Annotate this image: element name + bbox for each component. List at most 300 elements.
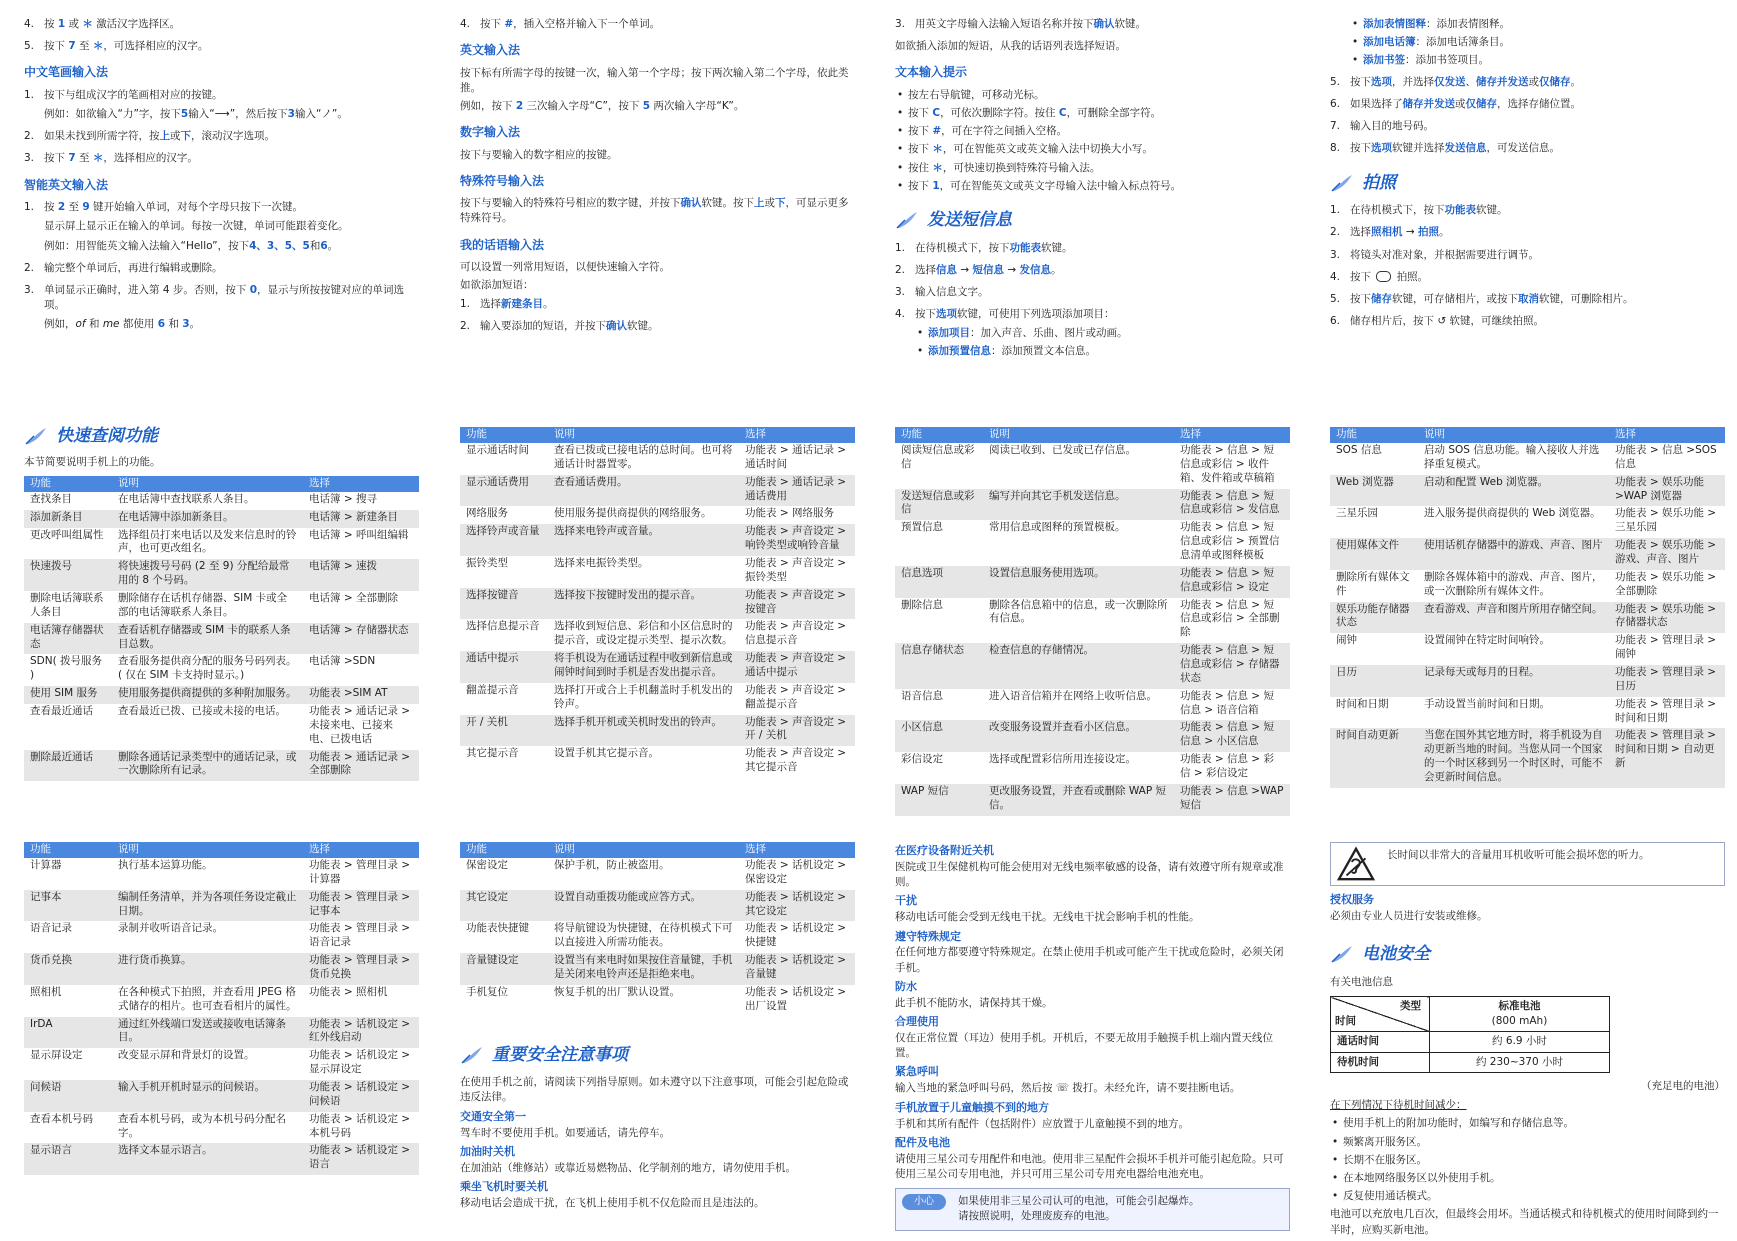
table-row	[24, 686, 419, 704]
table-row	[895, 689, 1290, 721]
col4-mid	[1330, 427, 1725, 788]
table-row	[460, 921, 855, 953]
column-header: 选择	[739, 427, 855, 443]
safety-intro: 在使用手机之前，请阅读下列指导原则。如未遵守以下注意事项，可能会引起危险或违反法律。	[460, 1076, 849, 1104]
table-cell: 查看最近通话	[30, 705, 93, 718]
table-cell: 翻盖提示音	[466, 683, 519, 696]
table-row	[1330, 443, 1725, 475]
table-cell: 选择收到短信息、彩信和小区信息时的提示音，或设定提示类型、提示次数。	[554, 620, 733, 647]
table-cell: 启动和配置 Web 浏览器。	[1418, 475, 1609, 507]
table-cell: 电话簿 > 呼叫组编辑	[309, 528, 409, 541]
table-cell: 执行基本运算功能。	[118, 859, 213, 871]
table-cell: 功能表 > 信息 > 彩信 > 彩信设定	[1180, 753, 1274, 780]
phrase-desc: 可以设置一列常用短语，以便快速输入字符。	[460, 261, 670, 274]
table-cell: 改变服务设置并查看小区信息。	[983, 720, 1174, 752]
tip-3: • 按下 #，可在字符之间插入空格。	[895, 124, 1290, 139]
table-cell: 电话簿 > 全部删除	[309, 592, 398, 605]
feather-icon	[460, 1045, 484, 1065]
table-cell: 功能表 > 声音设定 > 通话中提示	[739, 651, 855, 683]
table-cell: 通过红外线端口发送或接收电话簿条目。	[112, 1017, 303, 1049]
table-row	[24, 1112, 419, 1144]
table-cell: 网络服务	[466, 507, 508, 520]
reduce-item: • 频繁离开服务区。	[1330, 1135, 1725, 1150]
table-row	[1330, 506, 1725, 538]
table-cell: 时间自动更新	[1330, 728, 1418, 787]
table-cell: 功能表 > 管理目录 > 计算器	[309, 859, 411, 885]
table-cell: 彩信设定	[901, 753, 943, 766]
table-cell: 语音信息	[901, 689, 943, 702]
table-row	[1330, 665, 1725, 697]
table-cell: 显示语言	[24, 1143, 112, 1175]
table-row	[1330, 633, 1725, 665]
table-cell: 手动设置当前时间和日期。	[1424, 697, 1550, 710]
table-cell: 音量键设定	[460, 953, 548, 985]
stroke-step-2: 2. 如果未找到所需字符，按上或下，滚动汉字选项。	[24, 130, 275, 143]
table-cell: 查看游戏、声音和图片所用存储空间。	[1418, 602, 1609, 634]
table-row	[460, 556, 855, 588]
caution-note: 小心 如果使用非三星公司认可的电池，可能会引起爆炸。 请按照说明，处理废废弃的电池。	[895, 1188, 1290, 1230]
table-cell: 删除电话簿联系人条目	[30, 592, 104, 618]
tip-2: • 按下 C，可依次删除字符。按住 C，可删除全部字符。	[895, 106, 1290, 121]
table-cell: 功能表 > 话机设定 > 本机号码	[309, 1112, 411, 1139]
col2-top	[460, 17, 855, 341]
table-cell: 闹钟	[1336, 634, 1357, 647]
cam-step-5: 5. 按下储存软键，可存储相片，或按下取消软键，可删除相片。	[1330, 293, 1634, 306]
table-cell: 检查信息的存储情况。	[983, 643, 1174, 689]
table-row	[24, 654, 419, 686]
table-row	[1330, 728, 1725, 787]
reduce-item: • 反复使用通话模式。	[1330, 1189, 1725, 1204]
table-cell: 功能表 > 信息 > 短信息 > 语音信箱	[1180, 689, 1274, 716]
cam-step-1: 1. 在待机模式下，按下功能表软键。	[1330, 204, 1508, 217]
table-cell: 编写并向其它手机发送信息。	[983, 489, 1174, 521]
heading-english-input: 英文输入法	[460, 43, 521, 58]
table-header	[1330, 427, 1725, 443]
safety-text: 移动电话可能会受到无线电干扰。无线电干扰会影响手机的性能。	[895, 911, 1200, 924]
column-header: 功能	[895, 427, 983, 443]
table-cell: 货币兑换	[24, 953, 112, 985]
battery-info: 有关电池信息	[1330, 975, 1393, 988]
table-row	[460, 443, 855, 475]
table-cell: 发送短信息或彩信	[895, 489, 983, 521]
table-cell: 功能表 > 信息 > 短信息或彩信 > 全部删除	[1180, 598, 1280, 639]
safety-heading: 在医疗设备附近关机	[895, 844, 994, 857]
column-header: 说明	[983, 427, 1174, 443]
battery-final: 电池可以充放电几百次，但最终会用坏。当通话模式和待机模式的使用时间降到约一半时，应购买新电池。	[1330, 1208, 1719, 1236]
table-row	[895, 720, 1290, 752]
back-key-icon: ↺	[1437, 315, 1447, 328]
table-cell: 功能表 > 声音设定 > 响铃类型或响铃音量	[739, 524, 855, 556]
table-row	[1330, 570, 1725, 602]
table-cell: 功能表 > 信息 > 短信息或彩信 > 设定	[1174, 566, 1290, 598]
table-cell: 输入手机开机时显示的问候语。	[112, 1080, 303, 1112]
table-cell: 娱乐功能存储器状态	[1330, 602, 1418, 634]
table-cell: 功能表 > 声音设定 > 其它提示音	[745, 747, 847, 774]
table-row	[895, 643, 1290, 689]
table-cell: 删除所有媒体文件	[1336, 570, 1410, 597]
section-title: 快速查阅功能	[56, 426, 158, 446]
tip-6: • 按下 1，可在智能英文或英文字母输入法中输入标点符号。	[895, 179, 1290, 194]
table-row	[24, 559, 419, 591]
table-cell: 功能表 > 管理目录 > 记事本	[303, 890, 419, 922]
table-cell: 功能表 > 信息 > 短信息或彩信 > 预置信息清单或图释模板	[1180, 521, 1280, 562]
table-cell: 电话簿 > 搜寻	[309, 492, 377, 505]
column-header: 选择	[303, 476, 419, 492]
column-header: 说明	[1418, 427, 1609, 443]
table-row	[24, 890, 419, 922]
col3-bot	[895, 840, 1290, 1231]
table-cell: 选择信息提示音	[466, 620, 540, 633]
table-cell: 功能表 > 话机设定 > 显示屏设定	[309, 1049, 411, 1076]
table-cell: 功能表 > 娱乐功能 > 存储器状态	[1609, 602, 1725, 634]
table-cell: 手机复位	[466, 985, 508, 998]
table-cell: 功能表 > 话机设定 > 其它设定	[739, 890, 855, 922]
warning-ear-icon	[1337, 846, 1375, 882]
table-cell: 当您在国外其它地方时，将手机设为自动更新当地的时间。当您从同一个国家的一个时区移到另一个时区时，可能不会更新时间信息。	[1418, 728, 1609, 787]
safety-heading: 乘坐飞机时要关机	[460, 1179, 548, 1193]
col3-top	[895, 17, 1290, 366]
table-row	[460, 985, 855, 1017]
table-cell: 功能表 > 话机设定 > 出厂设置	[745, 985, 847, 1012]
column-header: 说明	[548, 427, 739, 443]
table-cell: 功能表 > 信息 > 短信息或彩信 > 收件箱、发件箱或草稿箱	[1180, 444, 1275, 484]
table-row	[895, 566, 1290, 598]
column-header: 选择	[739, 842, 855, 858]
number-desc: 按下与要输入的数字相应的按键。	[460, 148, 618, 161]
column-header: 选择	[1609, 427, 1725, 443]
table-cell: 电话簿 > 速拨	[303, 559, 419, 591]
cam-step-4: 4. 按下 拍照。	[1330, 270, 1429, 283]
column-header: 说明	[548, 842, 739, 858]
table-cell: 阅读短信息或彩信	[901, 444, 975, 470]
section-battery	[1330, 942, 1725, 967]
table-cell: 选择组员打来电话以及发来信息时的铃声，也可更改组名。	[118, 528, 297, 555]
table-cell: 在各种模式下拍照，并查看用 JPEG 格式储存的相片。也可查看相片的属性。	[118, 985, 297, 1012]
section-safety	[460, 1043, 855, 1068]
table-cell: 功能表 > 管理目录 > 语音记录	[309, 922, 411, 949]
col4-top	[1330, 17, 1725, 336]
table-row	[460, 683, 855, 715]
table-row	[895, 520, 1290, 566]
table-cell: 其它提示音	[466, 747, 519, 760]
table-cell: 功能表 >SIM AT	[303, 686, 419, 704]
table-cell: 添加新条目	[24, 510, 112, 528]
table-row	[460, 506, 855, 524]
feather-icon	[895, 210, 919, 230]
table-cell: 阅读已收到、已发或已存信息。	[989, 444, 1136, 456]
table-cell: 功能表 > 管理目录 > 闹钟	[1615, 634, 1717, 661]
table-cell: IrDA	[24, 1017, 112, 1049]
heading-number-input: 数字输入法	[460, 125, 521, 140]
heading-symbol-input: 特殊符号输入法	[460, 173, 545, 188]
table-cell: 设置信息服务使用选项。	[983, 566, 1174, 598]
table-cell: 进行货币换算。	[112, 953, 303, 985]
table-cell: 选择来电铃声或音量。	[548, 524, 739, 556]
table-cell: 计算器	[30, 859, 62, 871]
table-cell: 删除信息	[901, 598, 943, 611]
table-cell: SDN( 拨号服务 )	[30, 655, 103, 682]
hearing-warning: 长时间以非常大的音量用耳机收听可能会损坏您的听力。	[1330, 842, 1725, 886]
table-cell: 删除各信息箱中的信息，或一次删除所有信息。	[989, 598, 1168, 625]
table-row	[895, 598, 1290, 644]
safety-heading: 干扰	[895, 894, 917, 908]
table-cell: 录制并收听语音记录。	[118, 922, 223, 935]
table-cell: 功能表 > 声音设定 > 振铃类型	[745, 557, 847, 583]
sms-step-1: 1. 在待机模式下，按下功能表软键。	[895, 241, 1073, 254]
table-cell: 使用服务提供商提供的网络服务。	[554, 507, 712, 520]
table-cell: 恢复手机的出厂默认设置。	[554, 985, 680, 998]
table-cell: 设置自动重拨功能或应答方式。	[548, 890, 739, 922]
table-cell: 将手机设为在通话过程中收到新信息或闹钟时间到时手机是否发出提示音。	[548, 651, 739, 683]
table-cell: 功能表 > 管理目录 > 时间和日期	[1615, 697, 1717, 724]
column-header: 选择	[303, 842, 419, 858]
section-send-sms	[895, 208, 1290, 233]
table-row	[460, 746, 855, 778]
table-cell: 功能表 > 信息 >SOS 信息	[1615, 444, 1717, 470]
table-row	[1330, 697, 1725, 729]
table-row	[24, 492, 419, 510]
sms-step-5: 5. 按下选项，并选择仅发送、储存并发送或仅储存。	[1330, 75, 1581, 88]
reduce-heading: 在下列情况下待机时间减少：	[1330, 1099, 1467, 1112]
battery-table: 类型 时间 标准电池 (800 mAh) 通话时间 约 6.9 小时 待机时间 约 230~370 小时	[1330, 996, 1610, 1073]
table-cell: 功能表 > 娱乐功能 > 游戏、声音、图片	[1609, 538, 1725, 570]
table-cell: 功能表 > 娱乐功能 > 三星乐园	[1615, 507, 1717, 534]
table-cell: 电话簿 > 存储器状态	[303, 623, 419, 655]
table-cell: 更改呼叫组属性	[30, 528, 104, 541]
table-cell: 日历	[1330, 665, 1418, 697]
table-cell: 改变显示屏和背景灯的设置。	[118, 1049, 255, 1062]
table-cell: 功能表 > 话机设定 > 红外线启动	[303, 1017, 419, 1049]
table-cell: 更改服务设置，并查看或删除 WAP 短信。	[983, 784, 1174, 816]
table-cell: 预置信息	[901, 521, 943, 534]
col1-mid	[24, 424, 419, 781]
column-header: 功能	[460, 842, 548, 858]
reduce-item: • 在本地网络服务区以外使用手机。	[1330, 1171, 1725, 1186]
table-row	[24, 921, 419, 953]
sms-option-2: • 添加预置信息：添加预置文本信息。	[915, 344, 1290, 359]
table-cell: 功能表 > 通话记录 > 通话时间	[745, 444, 847, 470]
phrase-step-1: 1. 选择新建条目。	[460, 297, 554, 310]
table-cell: 编制任务清单，并为各项任务设定截止日期。	[112, 890, 303, 922]
table-row	[460, 524, 855, 556]
table-cell: 功能表 > 话机设定 > 问候语	[303, 1080, 419, 1112]
table-cell: 功能表 > 管理目录 > 时间和日期 > 自动更新	[1609, 728, 1725, 787]
table-cell: 使用 SIM 服务	[24, 686, 112, 704]
table-cell: 查看本机号码	[30, 1112, 93, 1125]
table-cell: 保密设定	[466, 859, 508, 871]
safety-heading: 合理使用	[895, 1015, 939, 1029]
safety-text: 在加油站（维修站）或靠近易燃物品、化学制剂的地方，请勿使用手机。	[460, 1161, 796, 1174]
table-cell: 选择或配置彩信所用连接设定。	[989, 753, 1136, 766]
sms-option-3: • 添加表情图释：添加表情图释。	[1350, 17, 1725, 32]
reduce-item: • 使用手机上的附加功能时，如编写和存储信息等。	[1330, 1116, 1725, 1131]
table-row	[24, 1143, 419, 1175]
sms-step-2: 2. 选择信息 → 短信息 → 发信息。	[895, 264, 1062, 276]
table-row	[460, 858, 855, 890]
safety-heading: 加油时关机	[460, 1144, 515, 1158]
table-cell: 常用信息或图释的预置模板。	[989, 521, 1126, 534]
function-table-2	[460, 427, 855, 778]
table-cell: 电话簿 > 新建条目	[303, 510, 419, 528]
table-row	[895, 489, 1290, 521]
table-cell: 查看话机存储器或 SIM 卡的联系人条目总数。	[112, 623, 303, 655]
table-cell: 其它设定	[460, 890, 548, 922]
table-cell: 查看服务提供商分配的服务号码列表。( 仅在 SIM 卡支持时显示。)	[118, 655, 297, 682]
function-table-6	[460, 842, 855, 1017]
heading-stroke-input: 中文笔画输入法	[24, 65, 109, 80]
smart-note: 显示屏上显示正在输入的单词。每按一次键，单词可能跟着变化。	[44, 220, 349, 233]
safety-heading: 遵守特殊规定	[895, 929, 961, 943]
table-row	[24, 704, 419, 750]
quick-intro: 本节简要说明手机上的功能。	[24, 455, 161, 468]
table-cell: 功能表 > 声音设定 > 按键音	[739, 588, 855, 620]
table-row	[895, 784, 1290, 816]
table-row	[1330, 538, 1725, 570]
table-row	[24, 591, 419, 623]
table-row	[460, 588, 855, 620]
table-cell: 功能表 > 通话记录 > 未接来电、已接来电、已拨电话	[309, 705, 411, 745]
table-cell: 功能表 > 网络服务	[745, 507, 834, 520]
col2-bot	[460, 842, 855, 1214]
table-cell: 进入语音信箱并在网络上收听信息。	[989, 689, 1157, 702]
table-cell: 在电话簿中查找联系人条目。	[118, 492, 255, 505]
table-row	[24, 1048, 419, 1080]
column-header: 选择	[1174, 427, 1290, 443]
stroke-step-1: 1. 按下与组成汉字的笔画相对应的按键。 例如：如欲输入“力”字，按下5输入“⟶”，然后按下3输入“ノ”。	[24, 88, 419, 122]
table-cell: 显示通话时间	[466, 444, 529, 456]
table-cell: 三星乐园	[1336, 507, 1378, 520]
table-row	[460, 890, 855, 922]
column-header: 功能	[1330, 427, 1418, 443]
table-cell: 删除储存在话机存储器、SIM 卡或全部的电话簿联系人条目。	[118, 592, 288, 618]
table-cell: 功能表 > 信息 > 短信息或彩信 > 发信息	[1174, 489, 1290, 521]
function-table-1	[24, 476, 419, 781]
section-camera	[1330, 171, 1725, 196]
safety-text: 手机和其所有配件（包括附件）应放置于儿童触摸不到的地方。	[895, 1117, 1189, 1130]
table-cell: 功能表 > 管理目录 > 货币兑换	[303, 953, 419, 985]
sms-step-7: 7. 输入目的地号码。	[1330, 120, 1434, 133]
table-cell: SOS 信息	[1336, 444, 1382, 456]
safety-text: 请使用三星公司专用配件和电池。使用非三星配件会损坏手机并可能引起危险。只可使用三星公司专用电池，并只可用三星公司专用充电器给电池充电。	[895, 1152, 1284, 1180]
column-header: 说明	[112, 476, 303, 492]
english-desc: 按下标有所需字母的按键一次，输入第一个字母；按下两次输入第二个字母，依此类推。	[460, 66, 849, 94]
table-cell: 功能表 > 话机设定 > 音量键	[739, 953, 855, 985]
table-row	[460, 475, 855, 507]
tip-5: • 按住 ＊，可快速切换到特殊符号输入法。	[895, 161, 1290, 176]
safety-heading: 手机放置于儿童触摸不到的地方	[895, 1100, 1049, 1114]
table-cell: 显示通话费用	[460, 475, 548, 507]
stroke-step-3: 3. 按下 7 至 ＊，选择相应的汉字。	[24, 152, 198, 165]
charged-note: （充足电的电池）	[1641, 1079, 1725, 1092]
table-cell: 使用媒体文件	[1330, 538, 1418, 570]
feather-icon	[1330, 944, 1354, 964]
sms-step-8: 8. 按下选项软键并选择发送信息，可发送信息。	[1330, 142, 1560, 155]
table-cell: 功能表 > 声音设定 > 翻盖提示音	[745, 683, 847, 710]
table-cell: 信息选项	[895, 566, 983, 598]
table-cell: 将快速拨号号码 (2 至 9) 分配给最常用的 8 个号码。	[112, 559, 303, 591]
table-row	[1330, 602, 1725, 634]
smart-step-3: 3. 单词显示正确时，进入第 4 步。否则，按下 0，显示与所按按键对应的单词选项。 例如，of 和 me 都使用 6 和 3。	[24, 283, 419, 333]
smart-example-2: 例如，of 和 me 都使用 6 和 3。	[44, 318, 201, 331]
table-row	[895, 752, 1290, 784]
column-header: 功能	[24, 842, 112, 858]
safety-text: 在任何地方都要遵守特殊规定。在禁止使用手机或可能产生干扰或危险时，必须关闭手机。	[895, 946, 1284, 974]
column-header: 说明	[112, 842, 303, 858]
section-quick	[24, 424, 419, 449]
safety-heading: 防水	[895, 979, 917, 993]
table-row	[460, 651, 855, 683]
sms-step-6: 6. 如果选择了储存并发送或仅储存，选择存储位置。	[1330, 97, 1581, 110]
table-header	[895, 427, 1290, 443]
heading-phrase-input: 我的话语输入法	[460, 237, 545, 252]
table-cell: 选择按键音	[460, 588, 548, 620]
table-row	[24, 510, 419, 528]
smart-example: 例如：用智能英文输入法输入“Hello”，按下4、3、5、5和6。	[44, 239, 339, 252]
col3-mid	[895, 427, 1290, 816]
table-row	[24, 985, 419, 1017]
safety-text: 仅在正常位置（耳边）使用手机。开机后，不要无故用手触摸手机上端内置天线位置。	[895, 1032, 1273, 1060]
table-cell: 选择打开或合上手机翻盖时手机发出的铃声。	[554, 683, 733, 710]
tip-1: • 按左右导航键，可移动光标。	[895, 88, 1290, 103]
table-row	[24, 1017, 419, 1049]
table-cell: 使用话机存储器中的游戏、声音、图片	[1418, 538, 1609, 570]
table-cell: WAP 短信	[895, 784, 983, 816]
table-cell: 查看最近已拨、已接或未接的电话。	[118, 705, 286, 718]
safety-text: 医院或卫生保健机构可能会使用对无线电频率敏感的设备，请有效遵守所有规章或准则。	[895, 860, 1284, 889]
table-cell: 功能表 > 通话记录 > 全部删除	[303, 750, 419, 782]
table-cell: 电话簿 >SDN	[309, 655, 376, 668]
tip-4: • 按下 ＊，可在智能英文或英文输入法中切换大小写。	[895, 142, 1290, 157]
function-table-5	[24, 842, 419, 1175]
table-row	[460, 953, 855, 985]
col4-bot	[1330, 842, 1725, 1241]
table-row	[24, 953, 419, 985]
table-cell: 小区信息	[895, 720, 983, 752]
table-row	[895, 443, 1290, 489]
table-row	[24, 858, 419, 890]
table-cell: 选择文本显示语言。	[112, 1143, 303, 1175]
table-cell: 功能表 > 管理目录 > 日历	[1609, 665, 1725, 697]
reduce-item: • 长期不在服务区。	[1330, 1153, 1725, 1168]
table-cell: 功能表 > 话机设定 > 快捷键	[745, 922, 847, 949]
step-4: 4. 按 1 或 ＊ 激活汉字选择区。	[24, 18, 181, 30]
safety-heading: 紧急呼叫	[895, 1065, 939, 1079]
table-cell: 功能表 > 照相机	[309, 985, 388, 998]
stroke-example: 例如：如欲输入“力”字，按下5输入“⟶”，然后按下3输入“ノ”。	[44, 108, 348, 121]
table-cell: 选择来电振铃类型。	[554, 557, 649, 570]
table-cell: 查看已拨或已接电话的总时间。也可将通话计时器置零。	[554, 444, 733, 470]
table-cell: 选择按下按键时发出的提示音。	[548, 588, 739, 620]
table-cell: 功能表 > 信息 > 短信息 > 小区信息	[1174, 720, 1290, 752]
feather-icon	[1330, 173, 1354, 193]
section-title: 重要安全注意事项	[492, 1044, 628, 1065]
function-table-3	[895, 427, 1290, 816]
table-row	[460, 715, 855, 747]
sms-option-5: • 添加书签：添加书签项目。	[1350, 53, 1725, 68]
table-cell: 查看通话费用。	[548, 475, 739, 507]
safety-heading: 交通安全第一	[460, 1109, 526, 1123]
table-cell: 显示屏设定	[30, 1049, 83, 1062]
table-cell: 时间和日期	[1336, 697, 1389, 710]
table-header	[460, 427, 855, 443]
auth-text: 必须由专业人员进行安装或维修。	[1330, 909, 1488, 922]
table-cell: 在电话簿中添加新条目。	[112, 510, 303, 528]
table-cell: 保护手机，防止被盗用。	[554, 859, 670, 871]
table-row	[24, 1080, 419, 1112]
section-title: 发送短信息	[927, 210, 1012, 231]
caution-label: 小心	[902, 1194, 946, 1210]
table-cell: 问候语	[24, 1080, 112, 1112]
